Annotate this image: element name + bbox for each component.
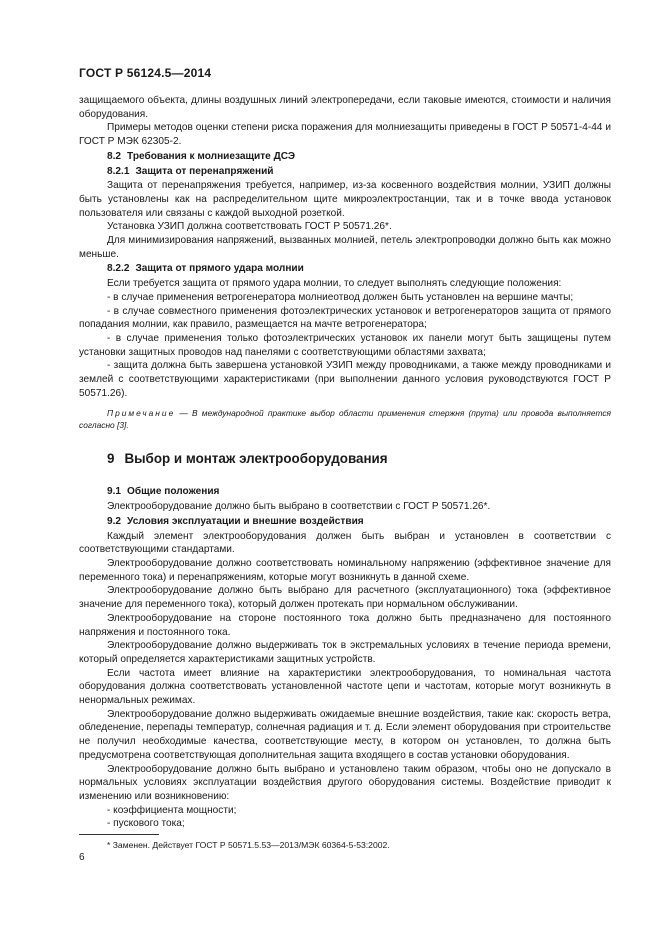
- section-number: 9.1: [107, 486, 122, 498]
- page-content: [79, 94, 611, 851]
- paragraph: Электрооборудование должно выдерживать ток в экстремальных условиях в течение периода времени, который определяется характеристиками защитных устройств.: [79, 640, 611, 665]
- footnote-divider: [79, 834, 159, 835]
- paragraph: Если требуется защита от прямого удара молнии, то следует выполнять следующие положения:: [107, 278, 562, 290]
- section-number: 8.2.1: [107, 165, 130, 177]
- section-title: Требования к молниезащите ДСЭ: [127, 150, 296, 162]
- section-heading-8-2-2: [79, 262, 611, 276]
- section-title: Защита от прямого удара молнии: [135, 263, 304, 275]
- note: [79, 407, 611, 431]
- section-number: 9: [107, 451, 115, 467]
- list-item: - коэффициента мощности;: [107, 804, 237, 816]
- paragraph: Защита от перенапряжения требуется, например, из-за косвенного воздействия молнии, УЗИП должны быть установлены как на распределительном щите микроэлектростанции, так и в точке ввода установок пользователя или связаны с каждой выходной розеткой.: [79, 180, 611, 219]
- paragraph: Для минимизирования напряжений, вызванных молнией, петель электропроводки должно быть как можно меньше.: [79, 235, 611, 260]
- section-number: 8.2: [107, 150, 122, 162]
- paragraph: Электрооборудование должно выдерживать ожидаемые внешние воздействия, такие как: скорость ветра, обледенение, перепады температур, солнечная радиация и т. д. Если элемент оборудования при строительстве не получил необходимые качества, соответствующие месту, в котором он установлен, то должна быть предусмотрена соответствующая дополнительная защита входящего в состав установки оборудования.: [79, 708, 611, 761]
- section-title: Условия эксплуатации и внешние воздействия: [127, 515, 364, 527]
- paragraph: Электрооборудование на стороне постоянного тока должно быть предназначено для постоянного напряжения и постоянного тока.: [79, 612, 611, 638]
- section-number: 8.2.2: [107, 263, 130, 275]
- section-number: 9.2: [107, 515, 122, 527]
- paragraph: защищаемого объекта, длины воздушных линий электропередачи, если таковые имеются, стоимости и наличия оборудования.: [79, 95, 611, 120]
- section-heading-9: [79, 451, 611, 467]
- section-heading-9-2: [79, 515, 611, 529]
- paragraph: Примеры методов оценки степени риска поражения для молниезащиты приведены в ГОСТ Р 50571-4-44 и ГОСТ Р МЭК 62305-2.: [79, 122, 611, 148]
- section-heading-8-2-1: [79, 165, 611, 179]
- section-title: Общие положения: [127, 486, 220, 498]
- document-header: ГОСТ Р 56124.5—2014: [79, 66, 212, 80]
- paragraph: Если частота имеет влияние на характеристики электрооборудования, то номинальная частота оборудования должна соответствовать установленной частоте цепи и частотам, которые могут возникнуть в ненормальных режимах.: [79, 667, 611, 707]
- note-text: — В международной практике выбор области применения стержня (прута) или провода выполняется согласно [3].: [79, 408, 611, 431]
- footnote: * Заменен. Действует ГОСТ Р 50571.5.53—2013/МЭК 60364-5-53:2002.: [107, 840, 390, 851]
- paragraph: Электрооборудование должно соответствовать номинальному напряжению (эффективное значение для переменного тока) и перенапряжениям, которые могут возникнуть в данной схеме.: [79, 557, 611, 583]
- section-title: Выбор и монтаж электрооборудования: [124, 451, 388, 467]
- page-number: 6: [79, 852, 85, 863]
- section-title: Защита от перенапряжений: [135, 165, 274, 177]
- paragraph: Электрооборудование должно быть выбрано в соответствии с ГОСТ Р 50571.26*.: [107, 501, 491, 513]
- list-item: - защита должна быть завершена установкой УЗИП между проводниками, а также между проводниками и землей с соответствующими характеристиками (при выполнении данного условия руководствуются ГОСТ Р 50571.26).: [79, 360, 611, 399]
- section-heading-8-2: [79, 150, 611, 164]
- paragraph: Каждый элемент электрооборудования должен быть выбран и установлен в соответствии с соответствующими стандартами.: [79, 530, 611, 556]
- paragraph: Электрооборудование должно быть выбрано для расчетного (эксплуатационного) тока (эффективное значение для переменного тока), который должен протекать при нормальном обслуживании.: [79, 585, 611, 611]
- list-item: - в случае применения ветрогенератора молниеотвод должен быть установлен на вершине мачты;: [107, 291, 574, 303]
- note-label: Примечание: [107, 408, 176, 419]
- section-heading-9-1: [79, 485, 611, 499]
- list-item: - в случае совместного применения фотоэлектрических установок и ветрогенераторов защита от прямого попадания молнии, как правило, размещается на мачте ветрогенератора;: [79, 305, 611, 331]
- paragraph: Электрооборудование должно быть выбрано и установлено таким образом, чтобы оно не допускало в нормальных условиях эксплуатации воздействия другого оборудования системы. Воздействие приводит к изменению или возникновению:: [79, 763, 611, 802]
- paragraph: Установка УЗИП должна соответствовать ГОСТ Р 50571.26*.: [107, 221, 392, 233]
- list-item: - в случае применения только фотоэлектрических установок их панели могут быть защищены путем установки защитных проводов над панелями с соответствующими областями захвата;: [79, 332, 611, 358]
- list-item: - пускового тока;: [107, 818, 185, 830]
